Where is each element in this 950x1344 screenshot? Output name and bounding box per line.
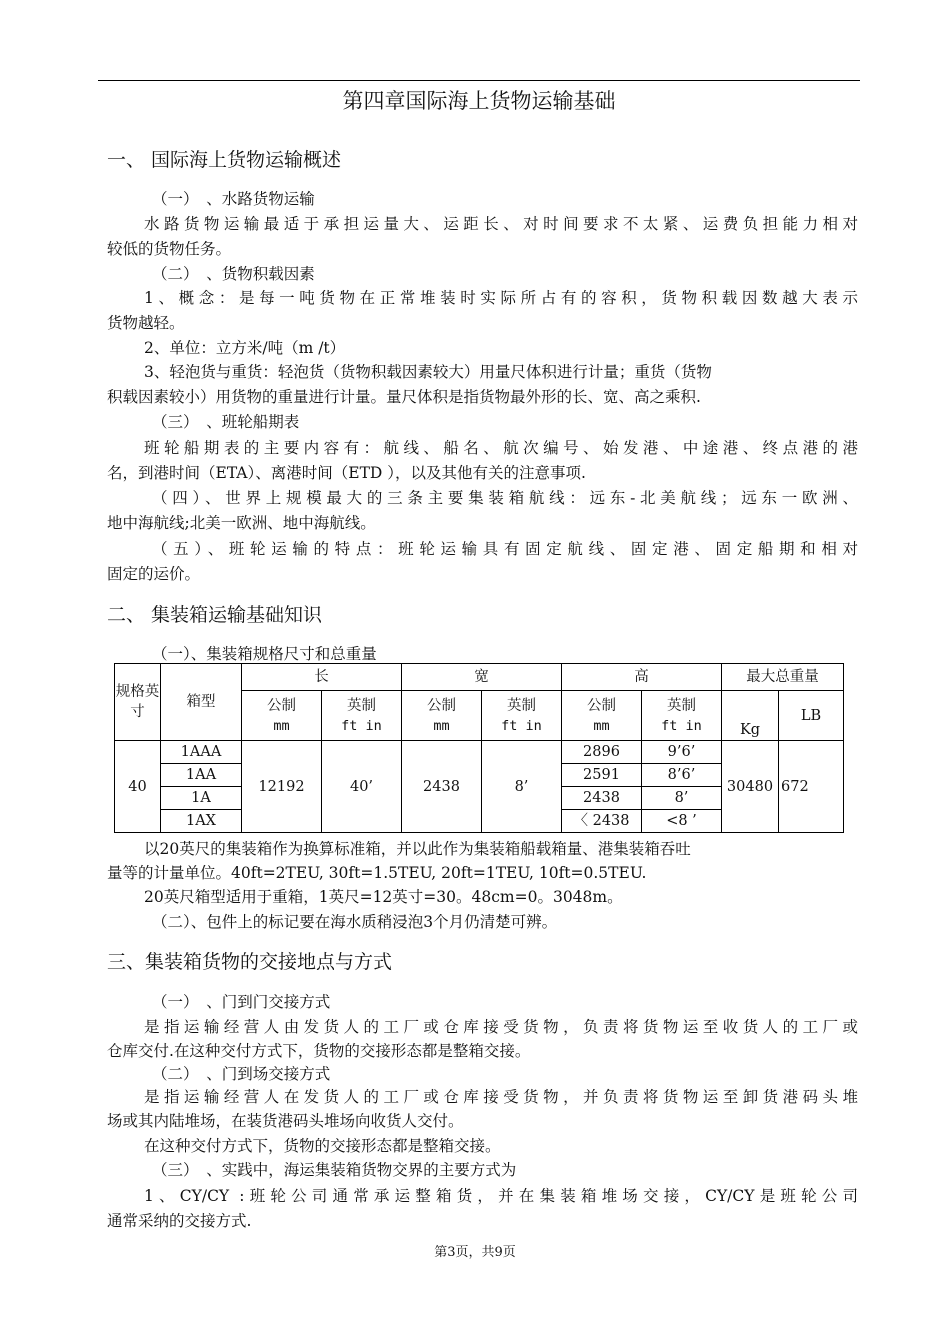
header-weight-lb: LB xyxy=(779,691,844,741)
header-weight-kg: Kg xyxy=(722,691,779,741)
header-height: 高 xyxy=(562,664,722,691)
paragraph-cy-cy-1: 1、CY/CY :班轮公司通常承运整箱货，并在集装箱堆场交接，CY/CY是班轮公司 xyxy=(144,1187,858,1205)
subheading-door-to-cy: （二） 、门到场交接方式 xyxy=(152,1065,331,1083)
paragraph-teu-2: 量等的计量单位。40ft=2TEU, 30ft=1.5TEU, 20ft=1TEU, 10ft=0.5TEU. xyxy=(107,864,647,882)
cell-size: 40 xyxy=(115,741,161,833)
subheading-waterway: （一） 、水路货物运输 xyxy=(152,190,315,208)
paragraph-waterway-1: 水路货物运输最适于承担运量大、运距长、对时间要求不太紧、运费负担能力相对 xyxy=(144,215,858,233)
cell-width-ft: 8’ xyxy=(482,741,562,833)
subheading-package-marks: （二）、包件上的标记要在海水质稍浸泡3个月仍清楚可辨。 xyxy=(152,913,558,931)
header-width: 宽 xyxy=(402,664,562,691)
container-spec-table xyxy=(114,663,844,833)
section-heading-2: 二、 集装箱运输基础知识 xyxy=(107,604,323,626)
cell-width-mm: 2438 xyxy=(402,741,482,833)
page-title: 第四章国际海上货物运输基础 xyxy=(342,89,616,113)
header-width-imperial: 英制 ft in xyxy=(482,691,562,741)
paragraph-door-to-door-1: 是指运输经营人由发货人的工厂或仓库接受货物，负责将货物运至收货人的工厂或 xyxy=(144,1018,858,1036)
paragraph-unit: 2、单位：立方米/吨（m /t） xyxy=(144,339,346,357)
cell-height-ft: 8’ xyxy=(642,787,722,810)
paragraph-schedule-1: 班轮船期表的主要内容有：航线、船名、航次编号、始发港、中途港、终点港的港 xyxy=(144,439,858,457)
subheading-schedule: （三） 、班轮船期表 xyxy=(152,413,300,431)
header-rule xyxy=(98,80,860,81)
subheading-stowage-factor: （二） 、货物积载因素 xyxy=(152,265,315,283)
paragraph-door-to-door-2: 仓库交付.在这种交付方式下，货物的交接形态都是整箱交接。 xyxy=(107,1042,531,1060)
paragraph-routes-1: （四）、世界上规模最大的三条主要集装箱航线：远东-北美航线；远东一欧洲、 xyxy=(152,489,858,507)
subheading-container-specs: （一）、集装箱规格尺寸和总重量 xyxy=(152,645,377,663)
paragraph-concept-1: 1、概念：是每一吨货物在正常堆装时实际所占有的容积，货物积载因数越大表示 xyxy=(144,289,858,307)
header-weight: 最大总重量 xyxy=(722,664,844,691)
paragraph-20ft: 20英尺箱型适用于重箱，1英尺=12英寸=30。48cm=0。3048m。 xyxy=(144,888,623,906)
section-heading-3: 三、集装箱货物的交接地点与方式 xyxy=(107,951,393,973)
header-length-metric: 公制 mm xyxy=(242,691,322,741)
cell-type: 1A xyxy=(161,787,242,810)
header-height-imperial: 英制 ft in xyxy=(642,691,722,741)
paragraph-liner-features-2: 固定的运价。 xyxy=(107,565,201,583)
cell-height-mm: 2438 xyxy=(562,787,642,810)
paragraph-cy-cy-2: 通常采纳的交接方式. xyxy=(107,1212,252,1230)
paragraph-light-heavy-2: 积载因素较小）用货物的重量进行计量。量尺体积是指货物最外形的长、宽、高之乘积. xyxy=(107,388,701,406)
paragraph-waterway-2: 较低的货物任务。 xyxy=(107,240,232,258)
paragraph-schedule-2: 名，到港时间（ETA）、离港时间（ETD ），以及其他有关的注意事项. xyxy=(107,464,586,482)
subheading-door-to-door: （一） 、门到门交接方式 xyxy=(152,993,331,1011)
cell-weight-lb: 672 xyxy=(779,741,844,833)
paragraph-liner-features-1: （五）、班轮运输的特点：班轮运输具有固定航线、固定港、固定船期和相对 xyxy=(152,540,858,558)
header-size: 规格英寸 xyxy=(115,664,161,741)
cell-length-mm: 12192 xyxy=(242,741,322,833)
header-width-metric: 公制 mm xyxy=(402,691,482,741)
page-footer: 第3页，共9页 xyxy=(434,1245,516,1260)
header-type: 箱型 xyxy=(161,664,242,741)
cell-length-ft: 40’ xyxy=(322,741,402,833)
paragraph-routes-2: 地中海航线;北美一欧洲、地中海航线。 xyxy=(107,514,376,532)
subheading-practice: （三） 、实践中，海运集装箱货物交界的主要方式为 xyxy=(152,1161,517,1179)
paragraph-door-to-cy-2: 场或其内陆堆场，在装货港码头堆场向收货人交付。 xyxy=(107,1112,464,1130)
cell-type: 1AAA xyxy=(161,741,242,764)
cell-height-mm: 2896 xyxy=(562,741,642,764)
cell-height-mm: 2591 xyxy=(562,764,642,787)
header-length-imperial: 英制 ft in xyxy=(322,691,402,741)
paragraph-door-to-cy-3: 在这种交付方式下，货物的交接形态都是整箱交接。 xyxy=(144,1137,501,1155)
cell-height-ft: <8 ’ xyxy=(642,810,722,833)
header-length: 长 xyxy=(242,664,402,691)
cell-type: 1AA xyxy=(161,764,242,787)
cell-type: 1AX xyxy=(161,810,242,833)
paragraph-door-to-cy-1: 是指运输经营人在发货人的工厂或仓库接受货物，并负责将货物运至卸货港码头堆 xyxy=(144,1088,858,1106)
header-height-metric: 公制 mm xyxy=(562,691,642,741)
paragraph-light-heavy-1: 3、轻泡货与重货：轻泡货（货物积载因素较大）用量尺体积进行计量；重货（货物 xyxy=(144,363,712,381)
paragraph-teu-1: 以20英尺的集装箱作为换算标准箱，并以此作为集装箱船载箱量、港集装箱吞吐 xyxy=(144,840,691,858)
cell-height-ft: 8’6’ xyxy=(642,764,722,787)
paragraph-concept-2: 货物越轻。 xyxy=(107,314,185,332)
cell-height-ft: 9’6’ xyxy=(642,741,722,764)
cell-height-mm: 〈 2438 xyxy=(562,810,642,833)
cell-weight-kg: 30480 xyxy=(722,741,779,833)
section-heading-1: 一、 国际海上货物运输概述 xyxy=(107,149,342,171)
